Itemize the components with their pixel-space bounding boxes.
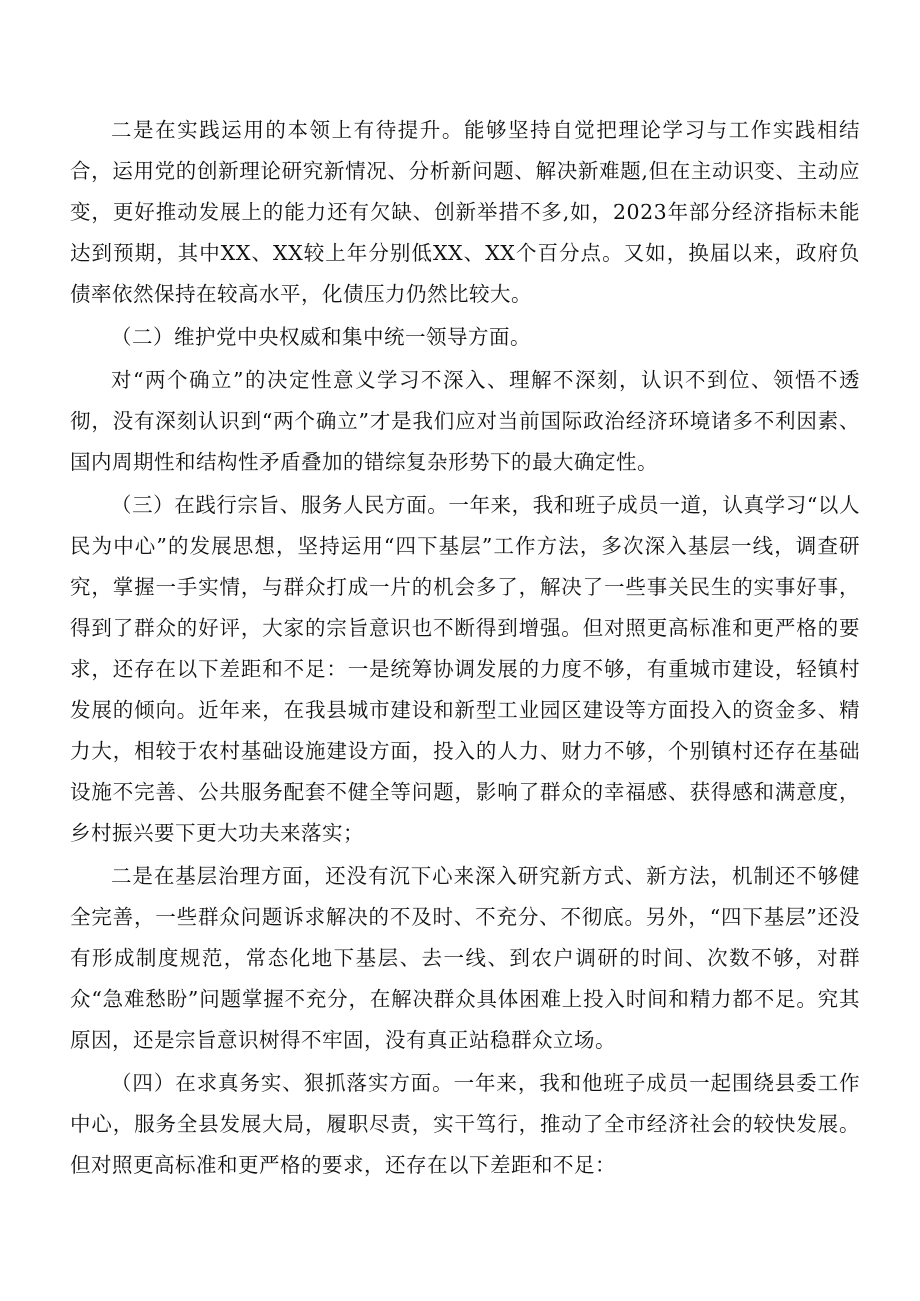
section-paragraph-3: （三）在践行宗旨、服务人民方面。一年来，我和班子成员一道，认真学习“以人民为中心”的发展思想，坚持运用“四下基层”工作方法，多次深入基层一线，调查研究，掌握一手实情，与群众打成一片的机会多了，解决了一些事关民生的实事好事，得到了群众的好评，大家的宗旨意识也不断得到增强。但对照更高标准和更严格的要求，还存在以下差距和不足：一是统筹协调发展的力度不够，有重城市建设，轻镇村发展的倾向。近年来，在我县城市建设和新型工业园区建设等方面投入的资金多、精力大，相较于农村基础设施建设方面，投入的人力、财力不够，个别镇村还存在基础设施不完善、公共服务配套不健全等问题，影响了群众的幸福感、获得感和满意度，乡村振兴要下更大功夫来落实； — [70, 493, 860, 845]
paragraph-practice-ability: 二是在实践运用的本领上有待提升。能够坚持自觉把理论学习与工作实践相结合，运用党的创新理论研究新情况、分析新问题、解决新难题,但在主动识变、主动应变，更好推动发展上的能力还有欠缺、创新举措不多,如，2023年部分经济指标未能达到预期，其中XX、XX较上年分别低XX、XX个百分点。又如，换届以来，政府负债率依然保持在较高水平，化债压力仍然比较大。 — [70, 118, 860, 306]
paragraph-grassroots-governance: 二是在基层治理方面，还没有沉下心来深入研究新方式、新方法，机制还不够健全完善，一些群众问题诉求解决的不及时、不充分、不彻底。另外，“四下基层”还没有形成制度规范，常态化地下基层、去一线、到农户调研的时间、次数不够，对群众“急难愁盼”问题掌握不充分，在解决群众具体困难上投入时间和精力都不足。究其原因，还是宗旨意识树得不牢固，没有真正站稳群众立场。 — [70, 864, 860, 1052]
paragraph-two-establishments: 对“两个确立”的决定性意义学习不深入、理解不深刻，认识不到位、领悟不透彻，没有深刻认识到“两个确立”才是我们应对当前国际政治经济环境诸多不利因素、国内周期性和结构性矛盾叠加的错综复杂形势下的最大确定性。 — [70, 368, 860, 474]
section-heading-2: （二）维护党中央权威和集中统一领导方面。 — [111, 325, 531, 349]
document-page — [70, 110, 860, 1186]
section-paragraph-4: （四）在求真务实、狠抓落实方面。一年来，我和他班子成员一起围绕县委工作中心，服务全县发展大局，履职尽责，实干笃行，推动了全市经济社会的较快发展。但对照更高标准和更严格的要求，还存在以下差距和不足： — [70, 1071, 860, 1177]
